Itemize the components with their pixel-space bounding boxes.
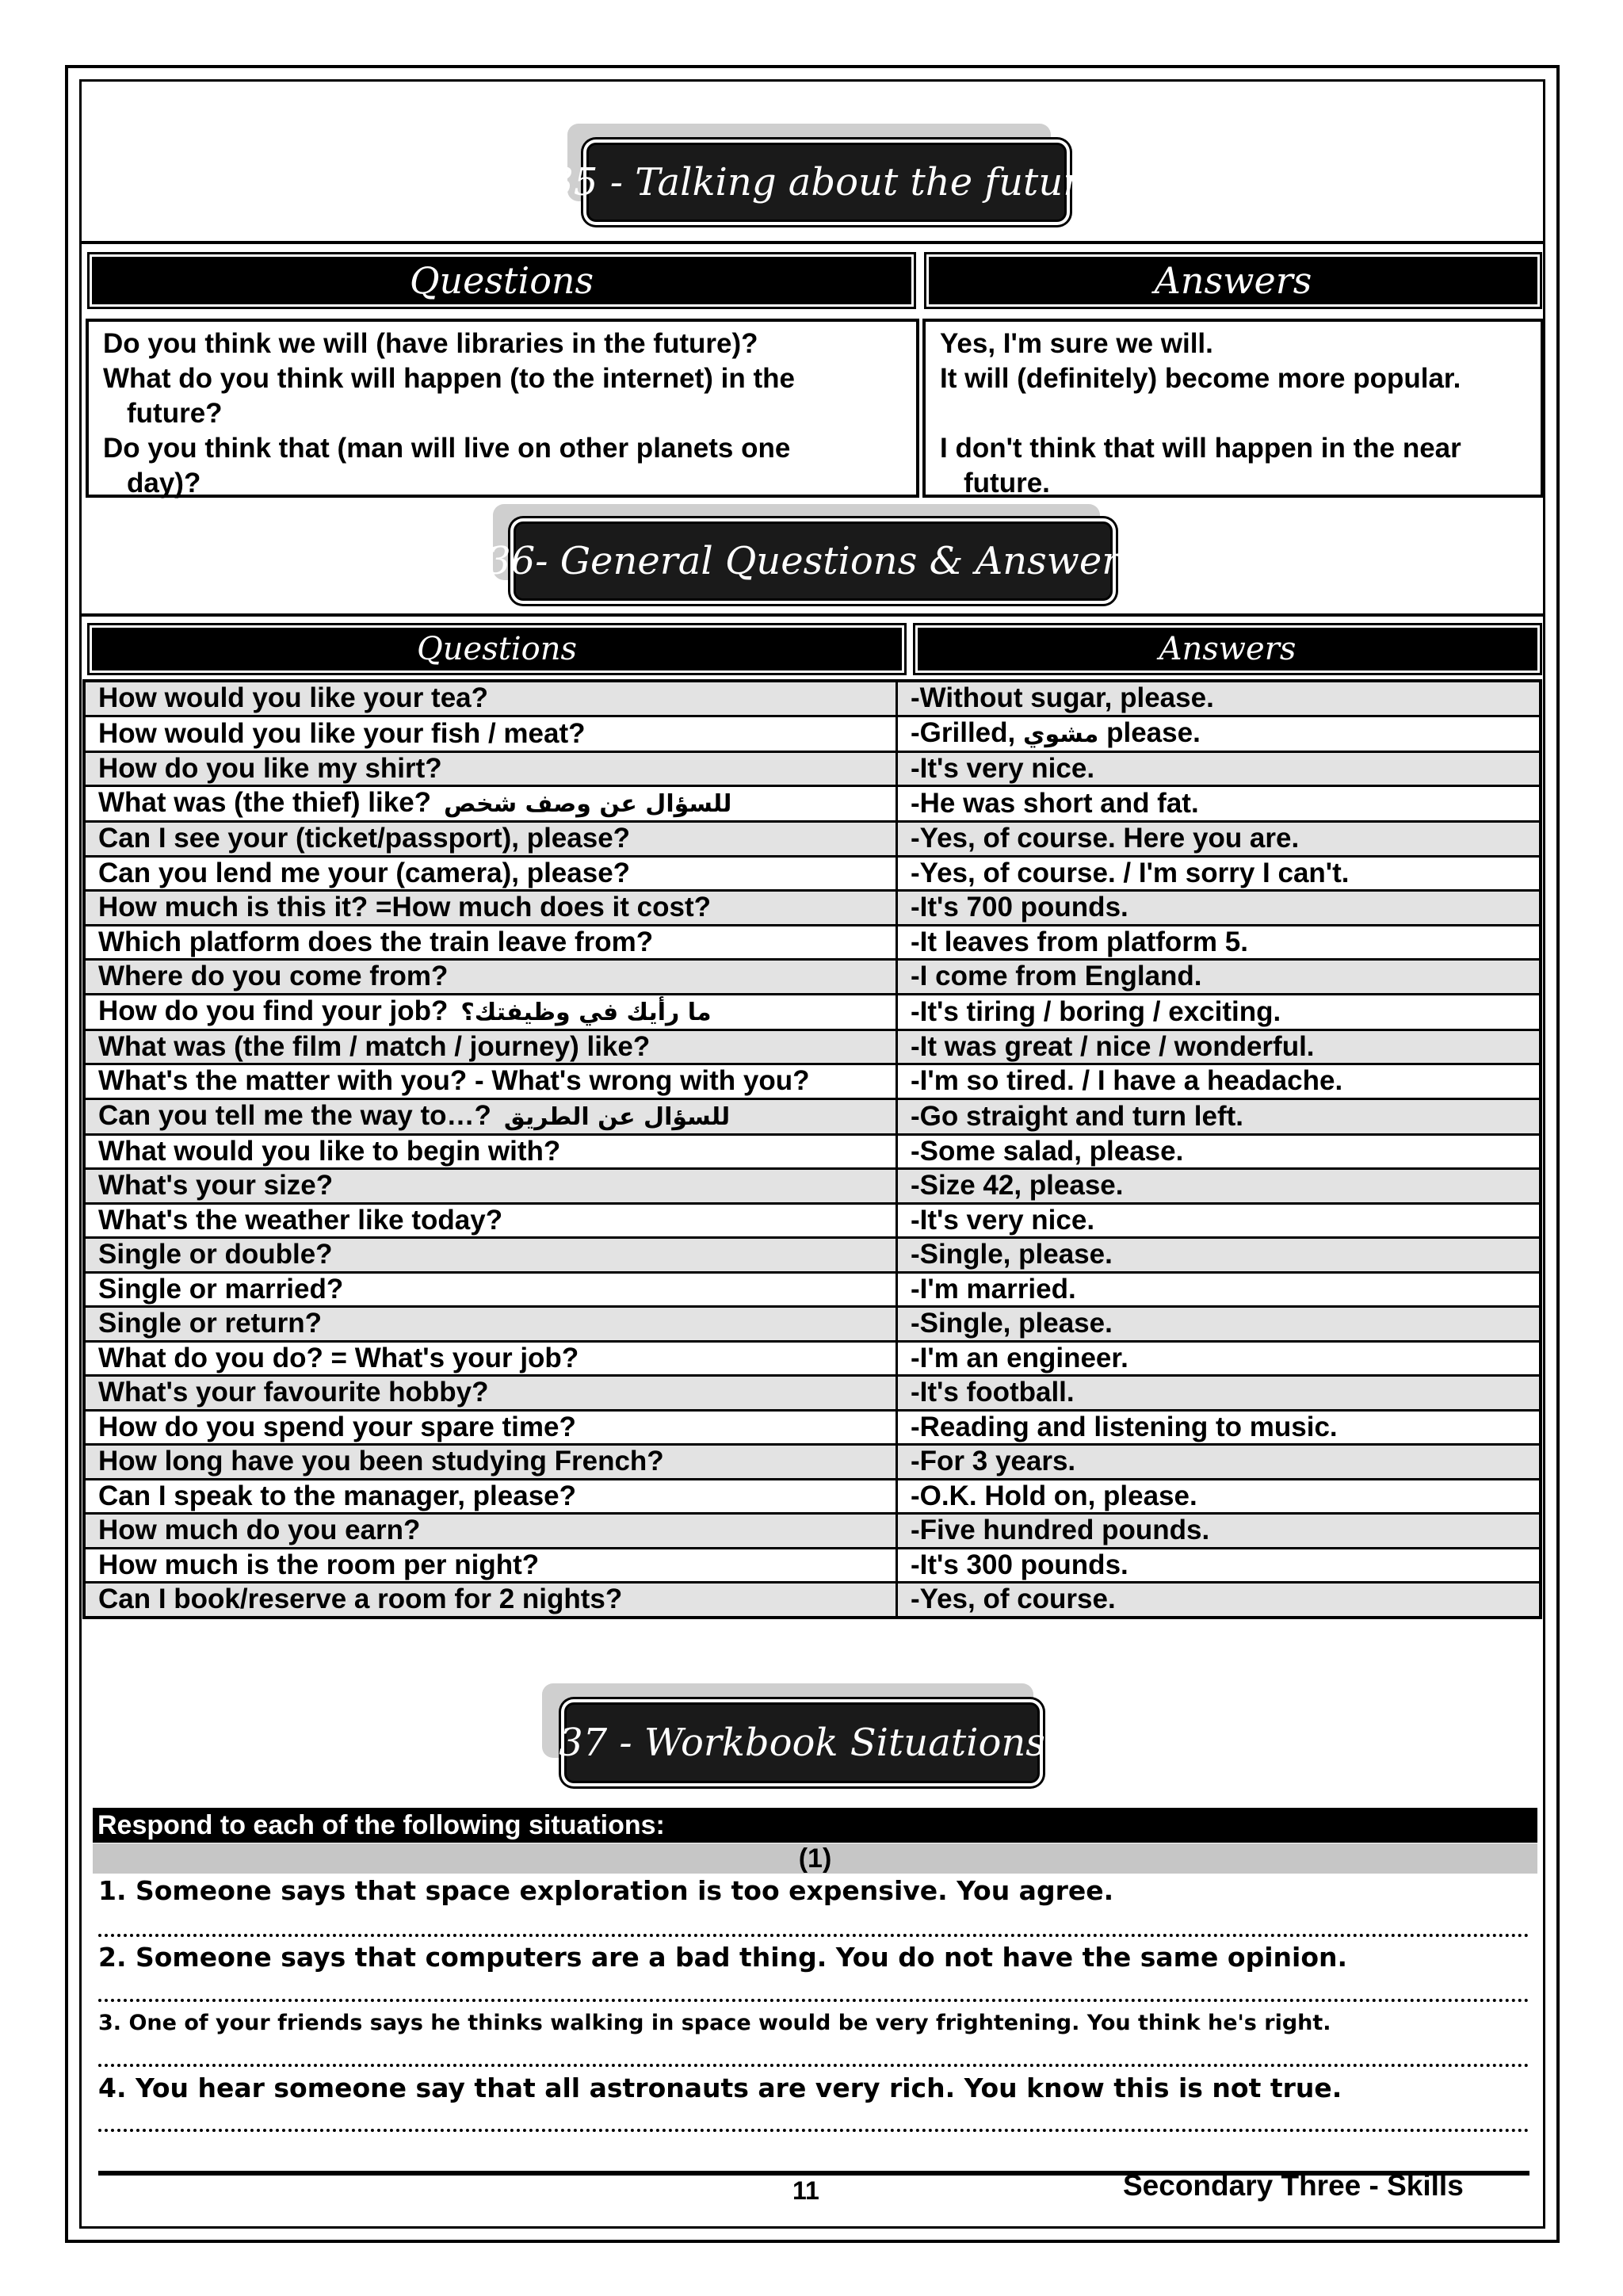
answer-cell — [897, 994, 1541, 1030]
question-text: What was (the film / match / journey) like? — [98, 1030, 651, 1062]
section-35-questions-header: Questions — [87, 252, 916, 309]
question-text: What's the matter with you? - What's wrong with you? — [98, 1065, 810, 1097]
questions-answers-table — [82, 679, 1542, 1619]
question-text: How much do you earn? — [98, 1515, 421, 1546]
question-cell — [84, 681, 897, 716]
answer-text: -Go straight and turn left. — [911, 1100, 1243, 1132]
section-37-title: 37 - Workbook Situations — [564, 1702, 1040, 1783]
question-text: Can you tell me the way to…? — [98, 1099, 491, 1131]
question-cell — [84, 960, 897, 995]
question-text: What's your size? — [98, 1170, 334, 1201]
table-row — [84, 1583, 1541, 1618]
answer-text: -It's tiring / boring / exciting. — [911, 995, 1281, 1027]
answer-text: -I'm married. — [911, 1273, 1076, 1305]
answer-line: Yes, I'm sure we will. — [940, 328, 1213, 359]
answer-text: -It's very nice. — [911, 752, 1095, 784]
table-row — [84, 960, 1541, 995]
answer-text: -Reading and listening to music. — [911, 1411, 1338, 1442]
arabic-note: مشوي — [1022, 720, 1099, 748]
question-cell — [84, 1583, 897, 1618]
question-text: How much is the room per night? — [98, 1549, 540, 1580]
question-cell — [84, 822, 897, 857]
situation-1: 1. Someone says that space exploration is too expensive. You agree. — [98, 1875, 1114, 1906]
answer-text: -Yes, of course. — [911, 1584, 1116, 1615]
question-line: What do you think will happen (to the internet) in the — [103, 363, 796, 394]
answer-cell — [897, 751, 1541, 786]
question-cell — [84, 1030, 897, 1064]
answer-text: -O.K. Hold on, please. — [911, 1480, 1197, 1511]
situation-3: 3. One of your friends says he thinks walking in space would be very frightening. You think he's right. — [98, 2011, 1331, 2035]
answer-cell — [897, 1134, 1541, 1169]
table-row — [84, 1134, 1541, 1169]
table-row — [84, 1238, 1541, 1273]
answer-line: I don't think that will happen in the near — [940, 433, 1461, 464]
answer-cell — [897, 1479, 1541, 1514]
question-cell — [84, 716, 897, 751]
question-text: How would you like your tea? — [98, 682, 488, 714]
answer-line-dotted[interactable] — [98, 2064, 1529, 2067]
question-text: Single or double? — [98, 1239, 333, 1270]
question-text: What's the weather like today? — [98, 1204, 503, 1236]
question-text: Can I book/reserve a room for 2 nights? — [98, 1584, 623, 1615]
answer-text: -It's 700 pounds. — [911, 892, 1128, 923]
question-cell — [84, 891, 897, 926]
footer-title: Secondary Three - Skills — [1123, 2169, 1464, 2202]
divider — [79, 241, 1545, 244]
answer-cell — [897, 786, 1541, 822]
arabic-note: ما رأيك في وظيفتك؟ — [460, 998, 712, 1026]
answer-text: -For 3 years. — [911, 1446, 1076, 1477]
answer-cell — [897, 1203, 1541, 1238]
table-row — [84, 786, 1541, 822]
table-row — [84, 1410, 1541, 1445]
question-cell — [84, 856, 897, 891]
table-row — [84, 925, 1541, 960]
question-cell — [84, 1098, 897, 1134]
arabic-note: للسؤال عن الطريق — [503, 1102, 731, 1131]
answer-line-dotted[interactable] — [98, 1999, 1529, 2002]
question-cell — [84, 1064, 897, 1099]
answer-cell — [897, 925, 1541, 960]
question-cell — [84, 1307, 897, 1342]
answer-cell — [897, 1064, 1541, 1099]
group-number: (1) — [93, 1843, 1537, 1874]
answer-cell — [897, 1307, 1541, 1342]
table-row — [84, 1169, 1541, 1204]
question-text: What's your favourite hobby? — [98, 1377, 489, 1408]
table-row — [84, 1376, 1541, 1411]
answer-text: -He was short and fat. — [911, 788, 1199, 819]
question-cell — [84, 1445, 897, 1480]
answer-line-dotted[interactable] — [98, 2129, 1529, 2132]
question-text: What do you do? = What's your job? — [98, 1342, 579, 1373]
arabic-note: للسؤال عن وصف شخص — [444, 790, 732, 818]
answer-text: -Without sugar, please. — [911, 682, 1214, 714]
answer-line: It will (definitely) become more popular. — [940, 363, 1461, 394]
table-row — [84, 1445, 1541, 1480]
question-cell — [84, 1238, 897, 1273]
question-cell — [84, 1341, 897, 1376]
question-text: Can you lend me your (camera), please? — [98, 857, 631, 888]
section-36-title: 36- General Questions & Answers — [514, 521, 1113, 601]
question-cell — [84, 1134, 897, 1169]
question-text: What would you like to begin with? — [98, 1135, 561, 1167]
question-text: How long have you been studying French? — [98, 1446, 664, 1477]
answer-text: -It's 300 pounds. — [911, 1549, 1128, 1580]
answer-text: -I'm so tired. / I have a headache. — [911, 1065, 1343, 1097]
table-row — [84, 891, 1541, 926]
question-text: How would you like your fish / meat? — [98, 717, 586, 749]
section-36-questions-header: Questions — [87, 623, 907, 675]
answer-cell — [897, 1169, 1541, 1204]
question-cell — [84, 1479, 897, 1514]
answer-cell — [897, 1410, 1541, 1445]
answer-cell — [897, 681, 1541, 716]
answer-cell — [897, 960, 1541, 995]
section-35-questions — [86, 319, 919, 498]
answer-cell — [897, 1445, 1541, 1480]
question-cell — [84, 994, 897, 1030]
answer-cell — [897, 856, 1541, 891]
question-line: Do you think that (man will live on other planets one — [103, 433, 791, 464]
question-line: Do you think we will (have libraries in the future)? — [103, 328, 758, 359]
answer-cell — [897, 716, 1541, 751]
table-row — [84, 716, 1541, 751]
answer-cell — [897, 1238, 1541, 1273]
answer-text: -It was great / nice / wonderful. — [911, 1030, 1315, 1062]
table-row — [84, 1272, 1541, 1307]
question-cell — [84, 786, 897, 822]
question-cell — [84, 1376, 897, 1411]
answer-text: -Single, please. — [911, 1308, 1113, 1339]
table-row — [84, 1307, 1541, 1342]
table-row — [84, 856, 1541, 891]
answer-cell — [897, 1030, 1541, 1064]
answer-line-dotted[interactable] — [98, 1934, 1529, 1937]
answer-text: -I come from England. — [911, 961, 1202, 992]
answer-text: -Grilled, — [911, 716, 1023, 748]
answer-text: -Some salad, please. — [911, 1135, 1184, 1167]
table-row — [84, 1479, 1541, 1514]
answer-text: -It leaves from platform 5. — [911, 926, 1248, 957]
section-35-answers-header: Answers — [924, 252, 1542, 309]
table-row — [84, 1341, 1541, 1376]
table-row — [84, 1548, 1541, 1583]
answer-cell — [897, 891, 1541, 926]
answer-line — [940, 396, 1529, 431]
table-row — [84, 1514, 1541, 1549]
divider — [79, 613, 1545, 617]
table-row — [84, 751, 1541, 786]
answer-text: -It's very nice. — [911, 1204, 1095, 1236]
table-row — [84, 822, 1541, 857]
question-cell — [84, 1410, 897, 1445]
answer-line: future. — [964, 468, 1050, 499]
answer-text: please. — [1098, 716, 1201, 748]
answer-cell — [897, 1514, 1541, 1549]
question-cell — [84, 1169, 897, 1204]
table-row — [84, 994, 1541, 1030]
question-cell — [84, 1548, 897, 1583]
answer-text: -Yes, of course. / I'm sorry I can't. — [911, 857, 1350, 888]
question-text: How do you like my shirt? — [98, 752, 442, 784]
question-text: Can I see your (ticket/passport), please? — [98, 823, 631, 854]
question-text: How do you spend your spare time? — [98, 1411, 576, 1442]
question-cell — [84, 1203, 897, 1238]
answer-cell — [897, 1098, 1541, 1134]
question-text: Can I speak to the manager, please? — [98, 1480, 576, 1511]
instruction-bar: Respond to each of the following situations: — [93, 1808, 1537, 1843]
question-cell — [84, 1272, 897, 1307]
table-row — [84, 1098, 1541, 1134]
answer-text: -Yes, of course. Here you are. — [911, 823, 1300, 854]
question-cell — [84, 1514, 897, 1549]
section-35-answers — [922, 319, 1544, 498]
answer-cell — [897, 822, 1541, 857]
table-row — [84, 1064, 1541, 1099]
answer-cell — [897, 1583, 1541, 1618]
question-line: future? — [127, 398, 223, 429]
answer-cell — [897, 1376, 1541, 1411]
answer-text: -It's football. — [911, 1377, 1075, 1408]
question-text: What was (the thief) like? — [98, 787, 432, 818]
answer-cell — [897, 1548, 1541, 1583]
question-cell — [84, 925, 897, 960]
answer-text: -Five hundred pounds. — [911, 1515, 1210, 1546]
question-text: Single or married? — [98, 1273, 344, 1305]
table-row — [84, 1030, 1541, 1064]
question-line: day)? — [127, 468, 201, 499]
situation-2: 2. Someone says that computers are a bad thing. You do not have the same opinion. — [98, 1942, 1348, 1973]
section-35-title: 35 - Talking about the future — [586, 143, 1067, 222]
question-text: Single or return? — [98, 1308, 322, 1339]
table-row — [84, 1203, 1541, 1238]
answer-text: -Size 42, please. — [911, 1170, 1124, 1201]
answer-text: -Single, please. — [911, 1239, 1113, 1270]
question-text: Where do you come from? — [98, 961, 449, 992]
answer-cell — [897, 1341, 1541, 1376]
answer-text: -I'm an engineer. — [911, 1342, 1128, 1373]
page-number: 11 — [792, 2176, 819, 2205]
question-text: Which platform does the train leave from? — [98, 926, 654, 957]
answer-cell — [897, 1272, 1541, 1307]
situation-4: 4. You hear someone say that all astronauts are very rich. You know this is not true. — [98, 2073, 1342, 2103]
question-text: How much is this it? =How much does it cost? — [98, 892, 711, 923]
section-36-answers-header: Answers — [913, 623, 1542, 675]
table-row — [84, 681, 1541, 716]
question-cell — [84, 751, 897, 786]
question-text: How do you find your job? — [98, 995, 449, 1026]
